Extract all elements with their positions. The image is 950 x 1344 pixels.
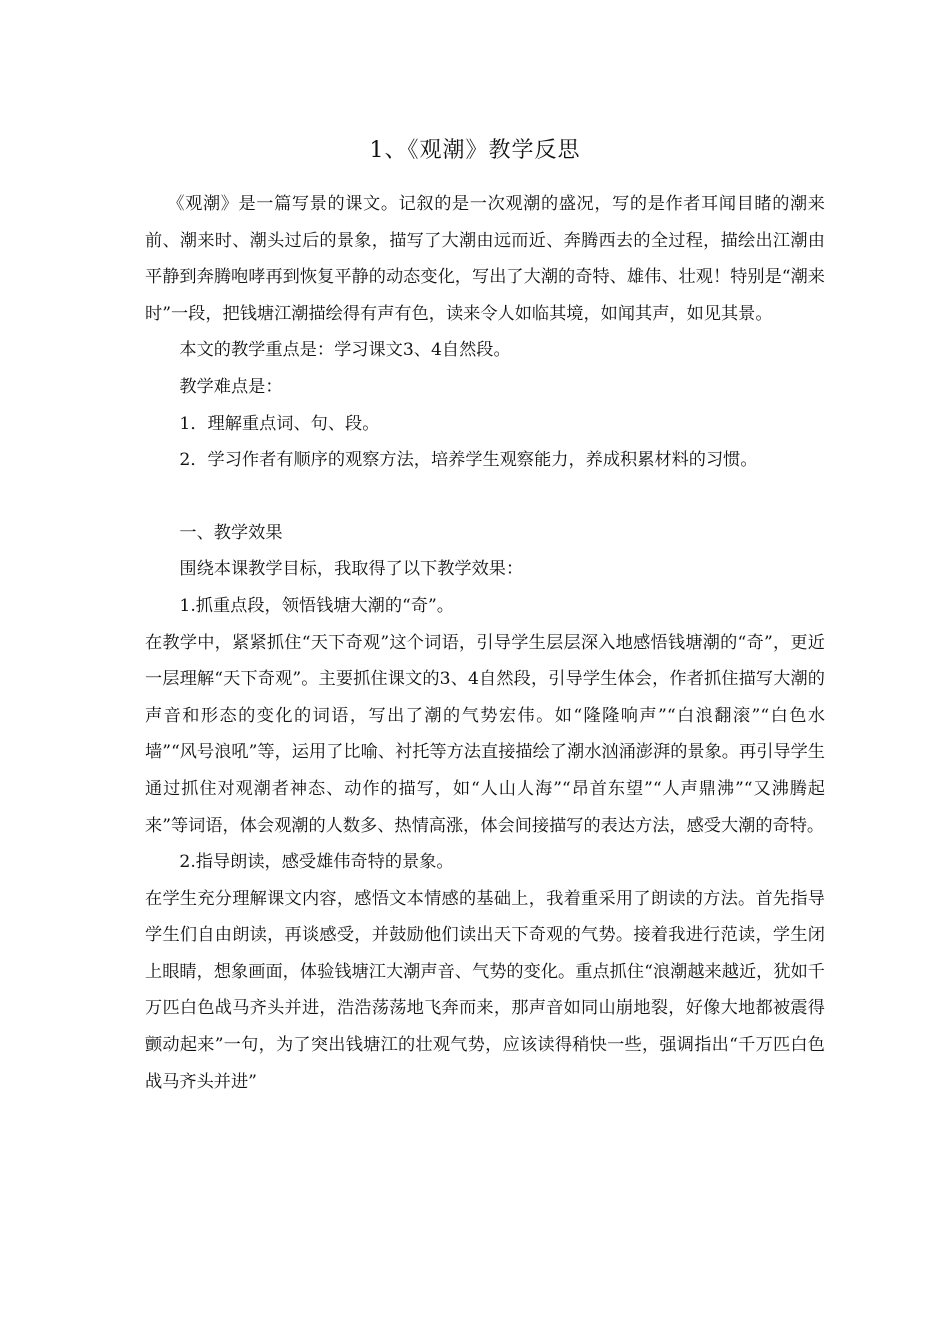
document-body <box>145 186 825 1100</box>
paragraph-key-point: 本文的教学重点是：学习课文3、4自然段。 <box>179 340 511 361</box>
paragraph-effect-1: 在教学中，紧紧抓住“天下奇观”这个词语，引导学生层层深入地感悟钱塘潮的“奇”，更近一层理解“天下奇观”。主要抓住课文的3、4自然段，引导学生体会，作者抓住描写大潮的声音和形态的变化的词语，写出了潮的气势宏伟。如“隆隆响声”“白浪翻滚”“白色水墙”“风号浪吼”等，运用了比喻、衬托等方法直接描绘了潮水汹涌澎湃的景象。再引导学生通过抓住对观潮者神态、动作的描写，如“人山人海”“昂首东望”“人声鼎沸”“又沸腾起来”等词语，体会观潮的人数多、热情高涨，体会间接描写的表达方法，感受大潮的奇特。 <box>145 632 825 836</box>
paragraph-difficulty-heading: 教学难点是： <box>179 376 283 397</box>
section-heading-effects: 一、教学效果 <box>179 522 283 543</box>
section-spacer <box>145 479 825 515</box>
subheading-effect-2: 2.指导朗读，感受雄伟奇特的景象。 <box>179 852 454 873</box>
list-item-difficulty-2: 2．学习作者有顺序的观察方法，培养学生观察能力，养成积累材料的习惯。 <box>179 450 758 471</box>
paragraph-effects-intro: 围绕本课教学目标，我取得了以下教学效果： <box>179 559 524 580</box>
list-item-difficulty-1: 1．理解重点词、句、段。 <box>179 413 380 434</box>
subheading-effect-1: 1.抓重点段，领悟钱塘大潮的“奇”。 <box>179 595 454 616</box>
paragraph-effect-2: 在学生充分理解课文内容，感悟文本情感的基础上，我着重采用了朗读的方法。首先指导学生们自由朗读，再谈感受，并鼓励他们读出天下奇观的气势。接着我进行范读，学生闭上眼睛，想象画面，体验钱塘江大潮声音、气势的变化。重点抓住“浪潮越来越近，犹如千万匹白色战马齐头并进，浩浩荡荡地飞奔而来，那声音如同山崩地裂，好像大地都被震得颤动起来”一句，为了突出钱塘江的壮观气势，应该读得稍快一些，强调指出“千万匹白色战马齐头并进” <box>145 888 825 1092</box>
page-title: 1、《观潮》教学反思 <box>369 138 581 163</box>
paragraph-intro: 《观潮》是一篇写景的课文。记叙的是一次观潮的盛况，写的是作者耳闻目睹的潮来前、潮来时、潮头过后的景象，描写了大潮由远而近、奔腾西去的全过程，描绘出江潮由平静到奔腾咆哮再到恢复平静的动态变化，写出了大潮的奇特、雄伟、壮观！特别是“潮来时”一段，把钱塘江潮描绘得有声有色，读来令人如临其境，如闻其声，如见其景。 <box>145 194 825 324</box>
